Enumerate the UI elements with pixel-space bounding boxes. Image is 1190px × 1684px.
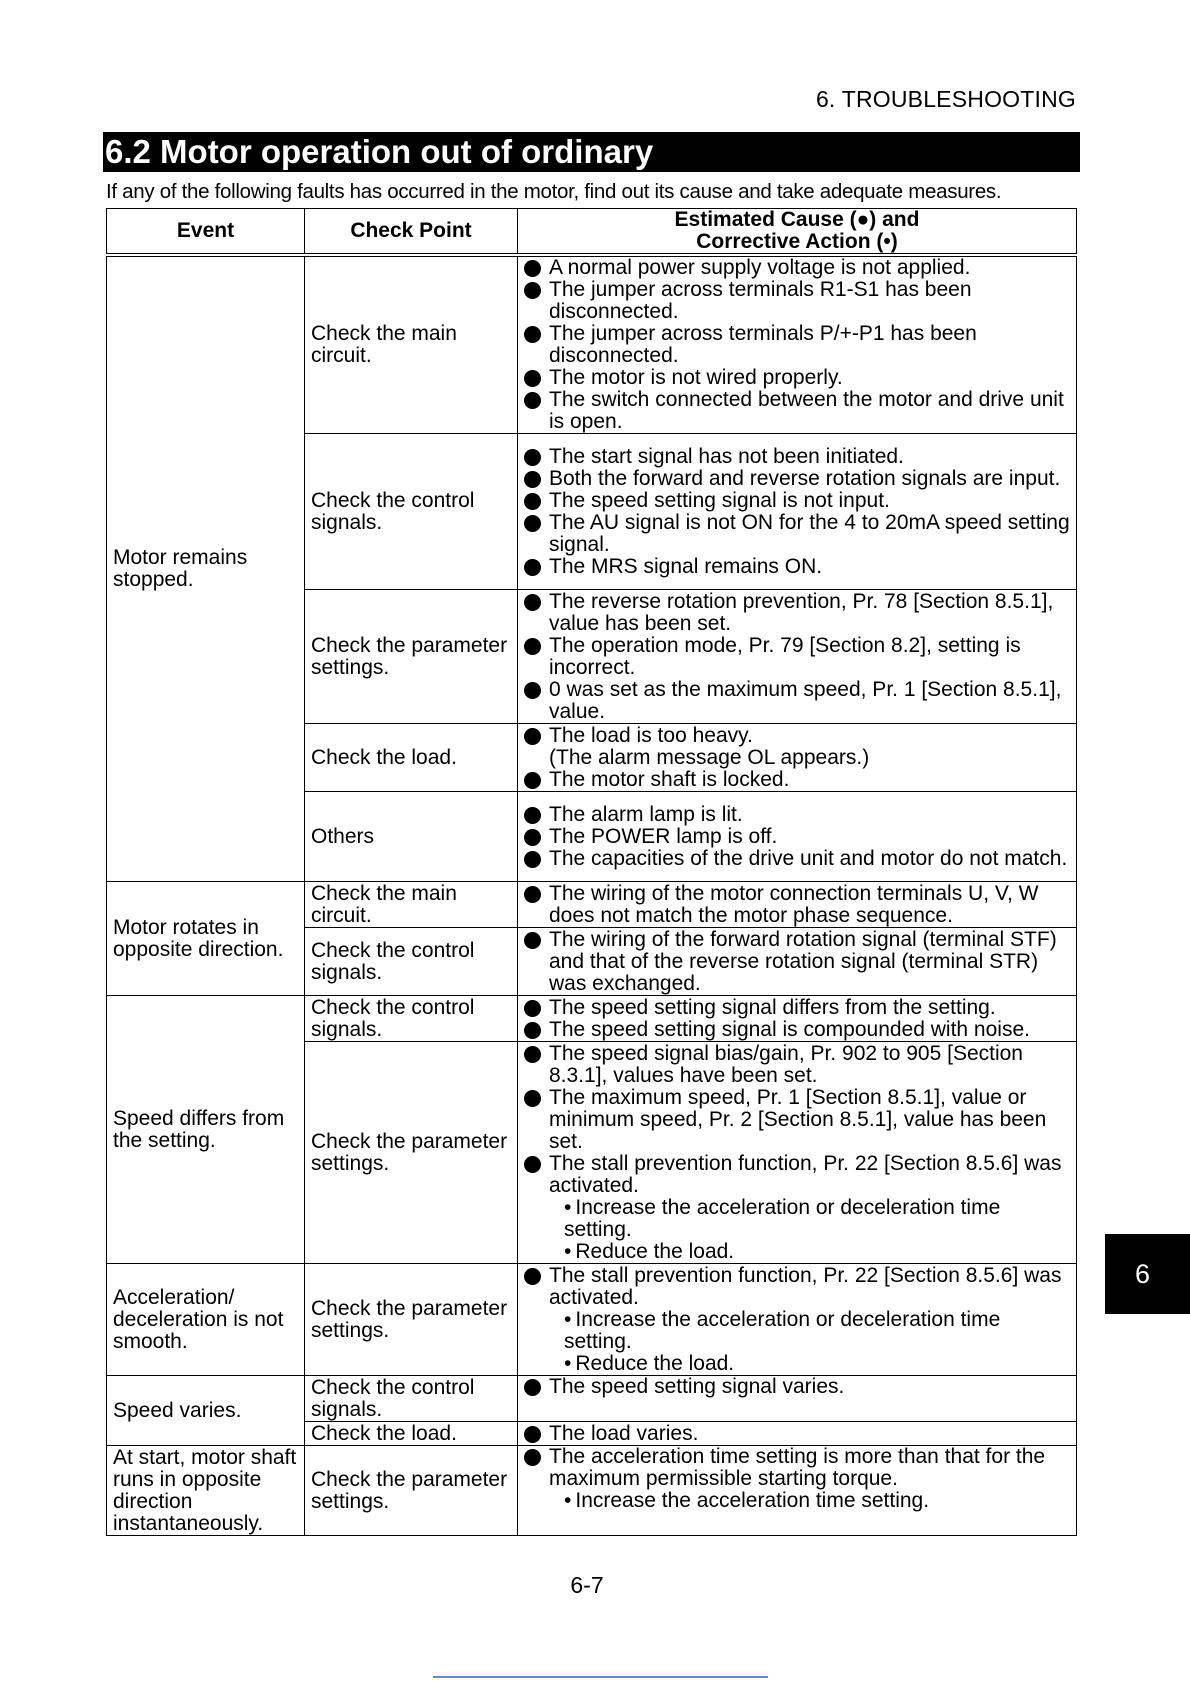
- cause-item: The capacities of the drive unit and motor do not match.: [524, 848, 1070, 870]
- cause-cell: [518, 590, 1077, 724]
- cause-item: The wiring of the motor connection terminals U, V, W does not match the motor phase sequence.: [524, 883, 1070, 927]
- table-row: [107, 1446, 1077, 1536]
- bullet-icon: [524, 515, 541, 532]
- check-point-cell: Check the main circuit.: [305, 255, 518, 434]
- bullet-icon: [524, 392, 541, 409]
- cause-cell: [518, 928, 1077, 996]
- event-cell: Motor remains stopped.: [107, 255, 305, 882]
- cause-cell: [518, 882, 1077, 928]
- cause-item: 0 was set as the maximum speed, Pr. 1 [Section 8.5.1], value.: [524, 679, 1070, 723]
- cause-item: The stall prevention function, Pr. 22 [Section 8.5.6] was activated.: [524, 1153, 1070, 1197]
- cause-item: The MRS signal remains ON.: [524, 556, 1070, 578]
- cause-item: Both the forward and reverse rotation signals are input.: [524, 468, 1070, 490]
- check-point-cell: Check the parameter settings.: [305, 1264, 518, 1376]
- cause-cell: [518, 255, 1077, 434]
- table-row: [107, 996, 1077, 1042]
- table-header-row: [107, 209, 1077, 256]
- bullet-icon: [524, 1022, 541, 1039]
- cause-cell: [518, 1446, 1077, 1536]
- check-point-cell: Check the control signals.: [305, 434, 518, 590]
- cause-item: A normal power supply voltage is not applied.: [524, 257, 1070, 279]
- page-title: 6.2 Motor operation out of ordinary: [103, 132, 1080, 172]
- section-header: 6. TROUBLESHOOTING: [815, 86, 1076, 112]
- troubleshooting-table: [106, 208, 1077, 1536]
- action-item: • Reduce the load.: [564, 1351, 735, 1375]
- footer-divider: [433, 1676, 768, 1678]
- bullet-icon: [524, 471, 541, 488]
- check-point-cell: Check the parameter settings.: [305, 1042, 518, 1264]
- col-header-cause: [518, 209, 1077, 256]
- cause-cell: [518, 1042, 1077, 1264]
- bullet-icon: [524, 370, 541, 387]
- cause-item: The speed signal bias/gain, Pr. 902 to 905 [Section 8.3.1], values have been set.: [524, 1043, 1070, 1087]
- bullet-icon: [524, 682, 541, 699]
- check-point-cell: Check the parameter settings.: [305, 1446, 518, 1536]
- cause-item: The wiring of the forward rotation signal (terminal STF) and that of the reverse rotation signal (terminal STR) was exchanged.: [524, 929, 1070, 995]
- action-item: • Increase the acceleration time setting.: [564, 1489, 930, 1512]
- bullet-icon: [524, 851, 541, 868]
- cause-item: The reverse rotation prevention, Pr. 78 [Section 8.5.1], value has been set.: [524, 591, 1070, 635]
- cause-cell: [518, 1422, 1077, 1446]
- check-point-cell: Others: [305, 792, 518, 882]
- bullet-icon: [524, 728, 541, 745]
- cause-item: The load varies.: [524, 1423, 1070, 1445]
- cause-cell: [518, 1264, 1077, 1376]
- cause-cell: [518, 434, 1077, 590]
- col-header-check-point: Check Point: [305, 209, 518, 256]
- cause-cell: [518, 996, 1077, 1042]
- col-header-cause-line2: Corrective Action (•): [696, 230, 898, 253]
- cause-item: The jumper across terminals R1-S1 has been disconnected.: [524, 279, 1070, 323]
- chapter-tab: 6: [1105, 1234, 1190, 1314]
- table-row: [107, 1376, 1077, 1422]
- cause-item: The speed setting signal varies.: [524, 1376, 1070, 1398]
- cause-item: The acceleration time setting is more than that for the maximum permissible starting torque.: [524, 1446, 1070, 1490]
- cause-item: The start signal has not been initiated.: [524, 446, 1070, 468]
- cause-item: The load is too heavy.: [524, 725, 1070, 747]
- action-item: • Increase the acceleration or deceleration time setting.: [564, 1195, 1001, 1241]
- event-cell: Speed varies.: [107, 1376, 305, 1446]
- bullet-icon: [524, 1426, 541, 1443]
- bullet-icon: [524, 493, 541, 510]
- event-cell: At start, motor shaft runs in opposite direction instantaneously.: [107, 1446, 305, 1536]
- check-point-cell: Check the load.: [305, 724, 518, 792]
- col-header-cause-line1: Estimated Cause (●) and: [674, 208, 920, 231]
- cause-item: The POWER lamp is off.: [524, 826, 1070, 848]
- cause-item: The maximum speed, Pr. 1 [Section 8.5.1], value or minimum speed, Pr. 2 [Section 8.5.1], value has been set.: [524, 1087, 1070, 1153]
- cause-note: (The alarm message OL appears.): [549, 745, 870, 769]
- bullet-icon: [524, 886, 541, 903]
- check-point-cell: Check the main circuit.: [305, 882, 518, 928]
- bullet-icon: [524, 807, 541, 824]
- check-point-cell: Check the control signals.: [305, 928, 518, 996]
- cause-item: The alarm lamp is lit.: [524, 804, 1070, 826]
- col-header-event: Event: [107, 209, 305, 256]
- bullet-icon: [524, 1268, 541, 1285]
- bullet-icon: [524, 594, 541, 611]
- cause-cell: [518, 792, 1077, 882]
- event-cell: Motor rotates in opposite direction.: [107, 882, 305, 996]
- cause-item: The jumper across terminals P/+-P1 has been disconnected.: [524, 323, 1070, 367]
- bullet-icon: [524, 932, 541, 949]
- table-row: [107, 1264, 1077, 1376]
- bullet-icon: [524, 772, 541, 789]
- cause-item: The motor shaft is locked.: [524, 769, 1070, 791]
- event-cell: Acceleration/ deceleration is not smooth.: [107, 1264, 305, 1376]
- check-point-cell: Check the load.: [305, 1422, 518, 1446]
- event-cell: Speed differs from the setting.: [107, 996, 305, 1264]
- check-point-cell: Check the control signals.: [305, 996, 518, 1042]
- bullet-icon: [524, 326, 541, 343]
- bullet-icon: [524, 1379, 541, 1396]
- bullet-icon: [524, 1156, 541, 1173]
- action-item: • Increase the acceleration or deceleration time setting.: [564, 1307, 1001, 1353]
- bullet-icon: [524, 829, 541, 846]
- bullet-icon: [524, 1046, 541, 1063]
- cause-item: The speed setting signal is compounded with noise.: [524, 1019, 1070, 1041]
- cause-item: The stall prevention function, Pr. 22 [Section 8.5.6] was activated.: [524, 1265, 1070, 1309]
- check-point-cell: Check the parameter settings.: [305, 590, 518, 724]
- page-number: 6-7: [570, 1572, 604, 1598]
- cause-cell: [518, 724, 1077, 792]
- bullet-icon: [524, 260, 541, 277]
- bullet-icon: [524, 638, 541, 655]
- action-item: • Reduce the load.: [564, 1239, 735, 1263]
- cause-item: The speed setting signal differs from the setting.: [524, 997, 1070, 1019]
- check-point-cell: Check the control signals.: [305, 1376, 518, 1422]
- bullet-icon: [524, 449, 541, 466]
- cause-cell: [518, 1376, 1077, 1422]
- table-row: [107, 882, 1077, 928]
- cause-item: The switch connected between the motor and drive unit is open.: [524, 389, 1070, 433]
- intro-text: If any of the following faults has occurred in the motor, find out its cause and take adequate measures.: [106, 180, 1002, 203]
- bullet-icon: [524, 1000, 541, 1017]
- cause-item: The AU signal is not ON for the 4 to 20mA speed setting signal.: [524, 512, 1070, 556]
- bullet-icon: [524, 559, 541, 576]
- cause-item: The operation mode, Pr. 79 [Section 8.2], setting is incorrect.: [524, 635, 1070, 679]
- bullet-icon: [524, 1090, 541, 1107]
- table-row: [107, 255, 1077, 434]
- bullet-icon: [524, 282, 541, 299]
- cause-item: The motor is not wired properly.: [524, 367, 1070, 389]
- bullet-icon: [524, 1449, 541, 1466]
- cause-item: The speed setting signal is not input.: [524, 490, 1070, 512]
